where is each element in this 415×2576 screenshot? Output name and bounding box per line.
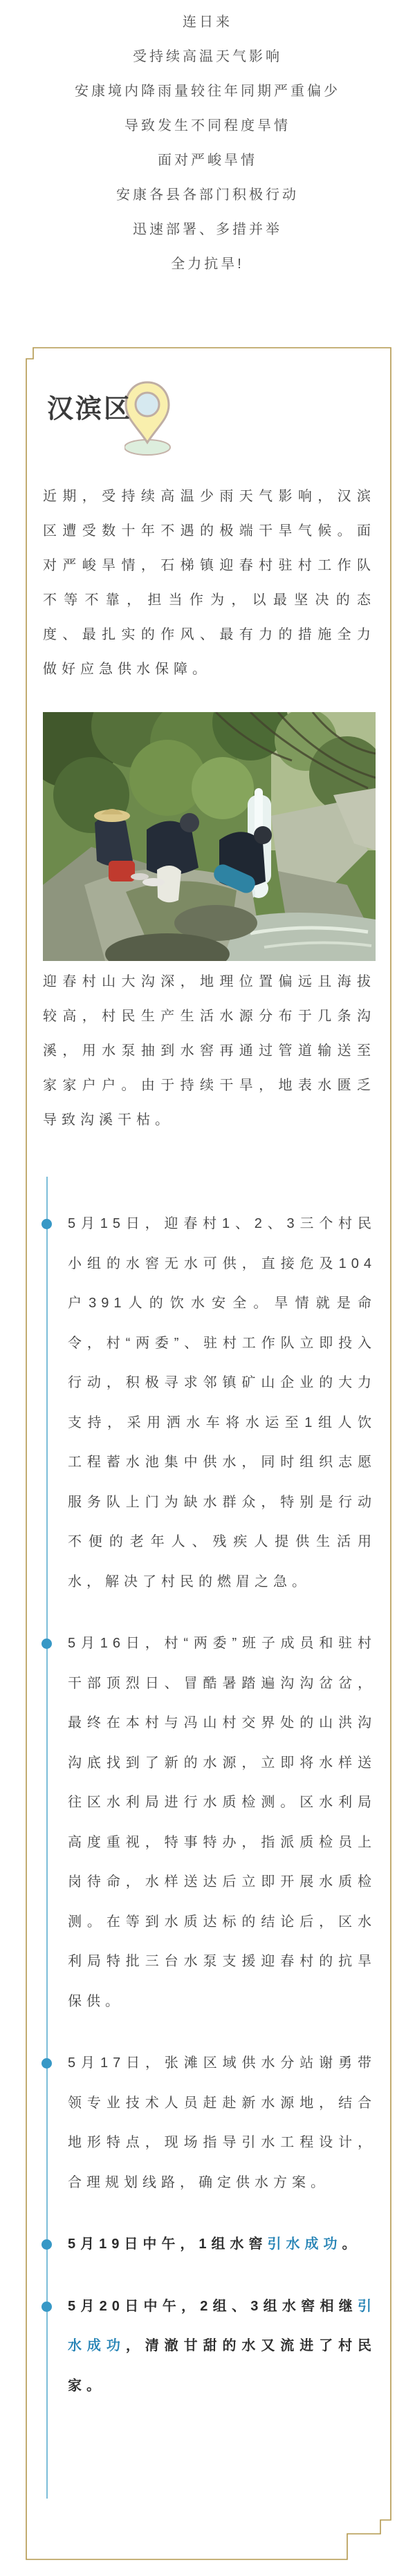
timeline-item [68, 1624, 376, 2022]
article-photo[interactable] [43, 712, 376, 961]
section-card [26, 347, 391, 2560]
timeline-text-segment: 5月17日，张滩区域供水分站谢勇带领专业技术人员赶赴新水源地，结合地形特点，现场指导引水工程设计，合理规划线路，确定供水方案。 [68, 2055, 376, 2190]
timeline-item [68, 2044, 376, 2203]
timeline-item [68, 2225, 376, 2265]
timeline-text-segment: 5月19日中午，1组水窖 [68, 2237, 268, 2252]
timeline-item [68, 2287, 376, 2407]
timeline-text-segment: 。 [342, 2237, 361, 2252]
intro-line: 面对严峻旱情 [158, 153, 257, 168]
paragraph-2: 迎春村山大沟深，地理位置偏远且海拔较高，村民生产生活水源分布于几条沟溪，用水泵抽到水窖再通过管道输送至家家户户。由于持续干旱，地表水匮乏导致沟溪干枯。 [43, 974, 376, 1128]
intro-block [0, 0, 415, 281]
timeline [68, 1204, 376, 2428]
timeline-accent-text: 引水成功 [267, 2237, 342, 2252]
intro-line: 迅速部署、多措并举 [133, 222, 282, 237]
timeline-text-segment: ，清澈甘甜的水又流进了村民家。 [68, 2338, 377, 2393]
intro-line: 连日来 [183, 15, 232, 30]
timeline-text-segment: 5月16日，村“两委”班子成员和驻村干部顶烈日、冒酷暑踏遍沟沟岔岔，最终在本村与冯山村交界处的山洪沟沟底找到了新的水源，立即将水样送往区水利局进行水质检测。区水利局高度重视，特事特办，指派质检员上岗待命，水样送达后立即开展水质检测。在等到水质达标的结论后，区水利局特批三台水泵支援迎春村的抗旱保供。 [68, 1636, 376, 2009]
timeline-line [46, 1177, 48, 2499]
timeline-text-segment: 5月20日中午，2组、3组水窖相继 [68, 2298, 358, 2314]
creek-water-source-photo [43, 712, 376, 961]
intro-line: 安康境内降雨量较往年同期严重偏少 [75, 84, 340, 99]
timeline-accent-text: 引水成功 [68, 2298, 376, 2353]
paragraph-1: 近期，受持续高温少雨天气影响，汉滨区遭受数十年不遇的极端干旱气候。面对严峻旱情，石梯镇迎春村驻村工作队不等不靠，担当作为，以最坚决的态度、最扎实的作风、最有力的措施全力做好应急供水保障。 [43, 489, 376, 677]
timeline-item [68, 1204, 376, 1602]
intro-line: 受持续高温天气影响 [133, 49, 282, 64]
intro-line: 安康各县各部门积极行动 [116, 187, 299, 203]
intro-line: 全力抗旱! [171, 256, 244, 272]
section-title: 汉滨区 [47, 395, 133, 424]
intro-line: 导致发生不同程度旱情 [124, 118, 290, 133]
timeline-text-segment: 5月15日，迎春村1、2、3三个村民小组的水窖无水可供，直接危及104户391人的饮水安全。旱情就是命令，村“两委”、驻村工作队立即投入行动，积极寻求邻镇矿山企业的大力支持，采用洒水车将水运至1组人饮工程蓄水池集中供水，同时组织志愿服务队上门为缺水群众，特别是行动不便的老年人、残疾人提供生活用水，解决了村民的燃眉之急。 [68, 1216, 376, 1589]
location-pin-icon [124, 375, 177, 457]
